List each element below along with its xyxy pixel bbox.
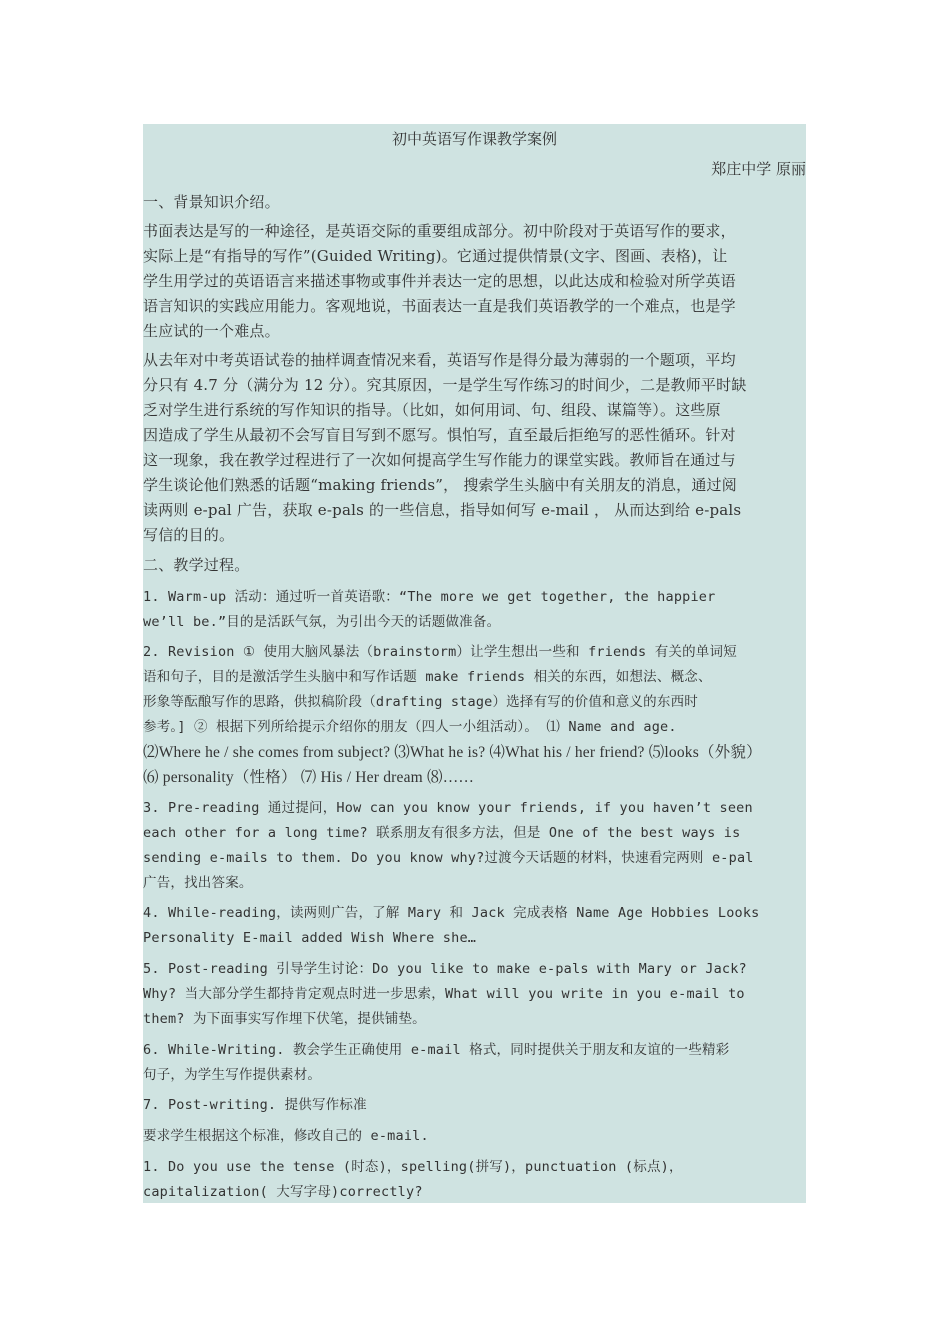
text-line: 1. Do you use the tense (时态)，spelling(拼写)，punctuation (标点)， <box>143 1159 683 1175</box>
text-line: 一、背景知识介绍。 <box>143 193 280 211</box>
text-line: 因造成了学生从最初不会写盲目写到不愿写。惧怕写，直至最后拒绝写的恶性循环。针对 <box>143 426 736 444</box>
step-while-writing <box>143 1038 806 1088</box>
text-line: 6. While-Writing. 教会学生正确使用 e-mail 格式，同时提供关于朋友和友谊的一些精彩 <box>143 1042 730 1058</box>
text-line: them? 为下面事实写作埋下伏笔，提供铺垫。 <box>143 1011 426 1027</box>
text-line: Personality E-mail added Wish Where she… <box>143 930 477 946</box>
section-heading-background <box>143 190 806 215</box>
criteria-item-1 <box>143 1155 806 1205</box>
text-line: 形象等酝酿写作的思路，供拟稿阶段（drafting stage）选择有写的价值和意义的东西时 <box>143 694 698 710</box>
text-line: Why? 当大部分学生都持肯定观点时进一步思索，What will you write in you e-mail to <box>143 986 745 1002</box>
document-title: 初中英语写作课教学案例 <box>391 130 557 148</box>
text-line: 实际上是“有指导的写作”(Guided Writing)。它通过提供情景(文字、图画、表格)，让 <box>143 247 728 265</box>
text-line: 参考。] ② 根据下列所给提示介绍你的朋友（四人一小组活动）。 ⑴ Name and age. <box>143 719 677 735</box>
text-line: 生应试的一个难点。 <box>143 322 280 340</box>
text-line: 从去年对中考英语试卷的抽样调查情况来看，英语写作是得分最为薄弱的一个题项，平均 <box>143 351 736 369</box>
text-line: 写信的目的。 <box>143 526 235 544</box>
text-line: sending e-mails to them. Do you know why?过渡今天话题的材料，快速看完两则 e-pal <box>143 850 754 866</box>
text-line: 1. Warm-up 活动：通过听一首英语歌：“The more we get together, the happier <box>143 589 716 605</box>
text-line: ⑹ personality（性格） ⑺ His / Her dream ⑻…… <box>143 769 475 786</box>
revise-instruction <box>143 1124 806 1149</box>
text-line: 二、教学过程。 <box>143 556 250 574</box>
step-post-writing <box>143 1093 806 1118</box>
step-while-reading <box>143 901 806 951</box>
text-line: 语和句子，目的是激活学生头脑中和写作话题 make friends 相关的东西，如想法、概念、 <box>143 669 712 685</box>
text-line: each other for a long time? 联系朋友有很多方法，但是 One of the best ways is <box>143 825 741 841</box>
text-line: 读两则 e-pal 广告，获取 e-pals 的一些信息，指导如何写 e-mail ， 从而达到给 e-pals <box>143 501 742 519</box>
text-line: we’ll be.”目的是活跃气氛，为引出今天的话题做准备。 <box>143 614 501 630</box>
text-line: 语言知识的实践应用能力。客观地说，书面表达一直是我们英语教学的一个难点，也是学 <box>143 297 736 315</box>
text-line: 5. Post-reading 引导学生讨论：Do you like to make e-pals with Mary or Jack? <box>143 961 747 977</box>
document-panel <box>143 124 806 1203</box>
text-line: 2. Revision ① 使用大脑风暴法（brainstorm）让学生想出一些和 friends 有关的单词短 <box>143 644 737 660</box>
section-heading-process <box>143 553 806 578</box>
text-line: 学生用学过的英语语言来描述事物或事件并表达一定的思想，以此达成和检验对所学英语 <box>143 272 736 290</box>
text-line: 乏对学生进行系统的写作知识的指导。（比如，如何用词、句、组段、谋篇等）。这些原 <box>143 401 721 419</box>
step-warm-up <box>143 585 806 635</box>
text-line: 4. While-reading，读两则广告，了解 Mary 和 Jack 完成表格 Name Age Hobbies Looks <box>143 905 760 921</box>
text-line: capitalization( 大写字母)correctly? <box>143 1184 423 1200</box>
text-line: 3. Pre-reading 通过提问，How can you know your friends, if you haven’t seen <box>143 800 753 816</box>
text-line: 7. Post-writing. 提供写作标准 <box>143 1097 367 1113</box>
step-pre-reading <box>143 796 806 896</box>
paragraph-background-1 <box>143 219 806 344</box>
paragraph-background-2 <box>143 348 806 548</box>
text-line: 要求学生根据这个标准，修改自己的 e-mail. <box>143 1128 429 1144</box>
text-line: 分只有 4.7 分（满分为 12 分）。究其原因，一是学生写作练习的时间少，二是教师平时缺 <box>143 376 747 394</box>
text-line: 学生谈论他们熟悉的话题“making friends”， 搜索学生头脑中有关朋友的消息，通过阅 <box>143 476 737 494</box>
step-revision <box>143 640 806 790</box>
text-line: 句子，为学生写作提供素材。 <box>143 1067 322 1083</box>
text-line: 书面表达是写的一种途径，是英语交际的重要组成部分。初中阶段对于英语写作的要求， <box>143 222 736 240</box>
text-line: 这一现象，我在教学过程进行了一次如何提高学生写作能力的课堂实践。教师旨在通过与 <box>143 451 736 469</box>
document-author: 郑庄中学 原丽 <box>711 160 806 178</box>
text-line: ⑵Where he / she comes from subject? ⑶What he is? ⑷What his / her friend? ⑸looks（外貌） <box>143 744 762 761</box>
text-line: 广告，找出答案。 <box>143 875 253 891</box>
step-post-reading <box>143 957 806 1032</box>
